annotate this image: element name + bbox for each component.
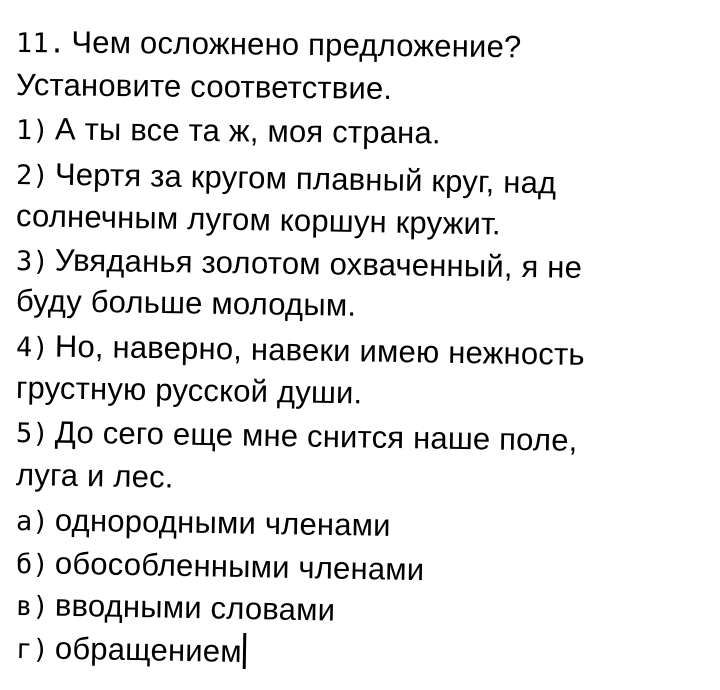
- option-b-text: обособленными членами: [54, 545, 425, 588]
- option-a: [16, 500, 391, 548]
- task-question-line-2: Установите соответствие.: [15, 67, 393, 106]
- sentence-5-number: 5): [15, 418, 50, 450]
- task-question-line-1: [16, 22, 522, 69]
- option-b-letter: б): [15, 549, 50, 581]
- sentence-3-text: Увяданья золотом охваченный, я не: [54, 242, 583, 285]
- option-v-letter: в): [15, 591, 50, 623]
- option-g-letter: г): [15, 634, 50, 666]
- sentence-2-line-2: солнечным лугом коршун кружит.: [15, 198, 502, 242]
- sentence-1-text: А ты все та ж, моя страна.: [54, 111, 441, 151]
- sentence-2-text: Чертя за кругом плавный круг, над: [54, 156, 557, 201]
- sentence-3-line-2: буду больше молодым.: [15, 283, 357, 323]
- sentence-1: [16, 109, 441, 155]
- sentence-4-line-2: грустную русской души.: [15, 370, 363, 411]
- option-a-letter: а): [15, 506, 50, 538]
- sentence-5-text: До сего еще мне снится наше поле,: [54, 414, 578, 458]
- sentence-4-text: Но, наверно, навеки имею нежность: [54, 328, 586, 372]
- option-v: [16, 585, 336, 633]
- option-g: [16, 628, 246, 674]
- sentence-4-number: 4): [15, 332, 50, 364]
- sentence-5-line-2: луга и лес.: [15, 457, 174, 495]
- sentence-1-number: 1): [15, 115, 50, 147]
- sentence-3-number: 3): [15, 246, 50, 278]
- sentence-5-line-1: [16, 412, 578, 463]
- option-b: [16, 543, 425, 592]
- text-cursor: [242, 633, 246, 669]
- sentence-2-number: 2): [15, 160, 50, 192]
- option-g-text: обращением: [54, 630, 243, 669]
- option-v-text: вводными словами: [54, 587, 336, 628]
- task-number: 11.: [15, 28, 66, 60]
- option-a-text: однородными членами: [54, 502, 391, 543]
- task-question-text: Чем осложнено предложение?: [71, 24, 522, 65]
